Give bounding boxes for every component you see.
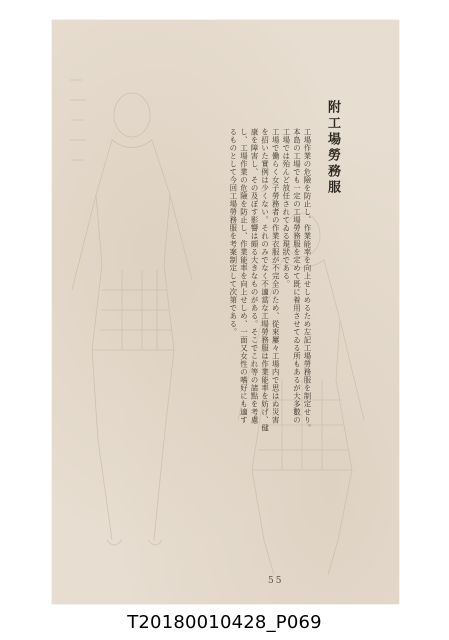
faint-figure-sketch <box>52 20 399 604</box>
text-column: 工場作業の危險を防止し、作業能率を向上せしめるため左記工場勞務服を制定せり。 <box>303 128 312 432</box>
text-column: 工場で働らく女子勞務者の作業衣服が不完全のため、從來屢々工場内で思はぬ災害 <box>271 128 281 424</box>
text-column: 康を障害し、その及ぼす影響は頗る大きなものがある。そこでこれ等の諸點を考慮 <box>250 128 260 424</box>
text-column: 工場では殆んど放任されてゐる現狀である。 <box>281 128 291 288</box>
text-column: 本島の工場でも一定の工場勞務服を定めて既に着用させてゐる所もあるが大多數の <box>292 128 302 424</box>
page-number: 55 <box>268 576 284 586</box>
document-page <box>52 20 399 604</box>
text-column: を招いた實例は少くない。それのみでなく不適當な工場勞務服は作業能率を妨げ、健 <box>260 128 270 432</box>
vertical-body-text <box>227 128 312 454</box>
section-title: 附工場勞務服 <box>325 100 340 196</box>
text-column: し、工場作業の危險を防止し、作業能率を向上せしめ、一面又女性の嗜好にも適す <box>239 128 249 424</box>
text-column: るものとして今回工場勞務服を考案制定して次第である。 <box>228 128 238 336</box>
catalog-id-caption: T20180010428_P069 <box>127 612 322 633</box>
